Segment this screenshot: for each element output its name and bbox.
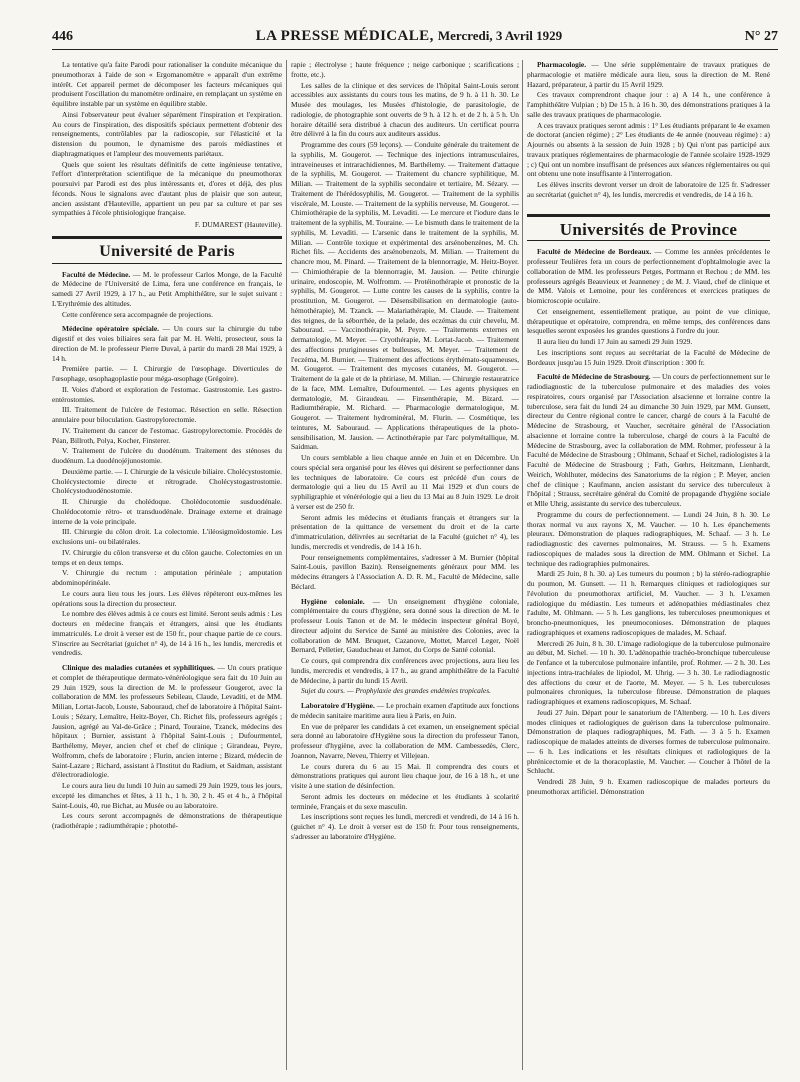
masthead [256,28,562,45]
paragraph: A ces travaux pratiques seront admis : 1° Les étudiants préparant le 4e examen de doctorat (ancien régime) ; 2° Les étudiants de 4e année (nouveau régime) : a) Ajournés ou absents à la session de Juin 1928 ; b) Qui n'ont pas participé aux travaux pratiques réglementaires de pharmacologie de l'année scolaire 1928-1929 ; c) Qui ont un nombre insuffisant de présences aux séances réglementaires ou qui ont obtenu une note insuffisante à l'interrogation. [527,120,770,179]
paragraph: Ce cours, qui comprendra dix conférences avec projections, aura lieu les lundis, mercredis et vendredis, à 17 h., au grand amphithéâtre de la Faculté de Médecine, à partir du lundi 15 Avril. [291,656,519,685]
list-item: II. Voies d'abord et exploration de l'estomac. Gastrostomie. Les gastro-entérostomies. [52,384,282,404]
paragraph: Les élèves inscrits devront verser un droit de laboratoire de 125 fr. S'adresser au secrétariat (guichet n° 4), les lundis, mercredis et vendredis, de 14 à 16 h. [527,180,770,199]
paragraph: Les cours seront accompagnés de démonstrations de thérapeutique (radiothérapie ; radiumthérapie ; photothé- [52,811,282,830]
paragraph: Les inscriptions sont reçues au secrétariat de la Faculté de Médecine de Bordeaux jusqu'au 15 Juin 1929. Droit d'inscription : 300 fr. [527,347,770,367]
issue-date: Mercredi, 3 Avril 1929 [437,28,563,43]
list-item: Première partie. — I. Chirurgie de l'œsophage. Diverticules de l'œsophage, œsophagoplastie pour méga-œsophage (Grégoire). [52,364,282,383]
journal-name: LA PRESSE MÉDICALE, [255,28,434,44]
paragraph: — Un cours pratique et complet de thérapeutique dermato-vénéréologique sera fait du 10 Juin au 29 Juin 1929, sous la direction de M. le professeur Gougerot, avec la collaboration de MM. les professeurs Sebileau, Claude, Levaditi, et de MM. Milian, Lortat-Jacob, Louste, Sabouraud, chef de laboratoire à l'hôpital Saint-Louis ; Sézary, Lemaître, Heitz-Boyer, Ch. Richet fils, professeurs agrégés ; Jausion, agrégé au Val-de-Grâce ; Pinard, Touraine, Tzanck, médecins des hôpitaux ; Burnier, assistant à l'hôpital Saint-Louis ; Dufourmentel, Barthélemy, Meyer, ancien chef et chef de clinique ; Girandeau, Peyre, Wolfromm, chefs de laboratoire ; Flurin, ancien interne ; Bizard, médecin de Saint-Lazare ; Richard, assistant à l'Institut du Radium, et Saidman, assistant d'électroradiologie. [52,663,282,780]
paragraph: Le cours durera du 6 au 15 Mai. Il comprendra des cours et démonstrations pratiques qui auront lieu chaque jour, de 16 à 18 h., et une visite à une station de désinfection. [291,761,519,790]
subsection-title: Faculté de Médecine. [62,269,131,279]
list-item: V. Chirurgie du rectum : amputation périnéale ; amputation abdominopérinéale. [52,568,282,587]
course-programme: Programme des cours (59 leçons). — Conduite générale du traitement de la syphilis, M. Gougerot. — Technique des injections intramusculaires, intraveineuses et intrarachidiennes, M. Barthélemy. — Traitement d'attaque de la syphilis, M. Gougerot. — Traitement du chancre syphilitique, M. Milian. — Traitement de la syphilis secondaire et tertiaire, M. Sézary. — Traitement de l'hérédosyphilis, M. Gougerot. — Traitement de la syphilis viscérale, M. Louste. — Traitement de la syphilis nerveuse, M. Gougerot. — Chimiothérapie de la syphilis, M. Levaditi. — Le mercure et l'iodure dans le traitement de la syphilis, M. Touraine. — Le bismuth dans le traitement de la syphilis, M. Levaditi. — L'arsenic dans le traitement de la syphilis, M. Milian. — Contrôle toxique et expérimental des arsénobenzènes, M. Ch. Richet fils. — Accidents des arsénobenzols, M. Milian. — Traitement du chancre mou, M. Pinard. — Traitement de la blennorragie, M. Heitz-Boyer. — Chimiothérapie de la blennorragie, M. Jausion. — Petite chirurgie urinaire, endoscopie, M. Wolfromm. — Protéinothérapie et pronostic de la syphilis, M. Gougerot. — Lutte contre les causes de la syphilis, contre la prostitution, M. Gougerot. — Désensibilisation en dermatologie (auto-hémothérapie), M. Tzanck. — Malariathérapie, M. Claude. — Traitement des teignes, de la séborrhée, de la pelade, des eczémas du cuir chevelu, M. Sabouraud. — Vaccinothérapie, M. Peyre. — Traitements externes en dermatologie, M. Meyer. — Cryothérapie, M. Lortat-Jacob. — Traitement des affections prurigineuses et bulleuses, M. Meyer. — Traitement de l'eczéma, M. Burnier. — Traitement des affections érythémato-squameuses, M. Gougerot. — Traitement des mycoses cutanées, M. Gougerot. — Traitement de la gale et de la phtiriase, M. Milian. — Chirurgie restauratrice de la face, MM. Lemaître, Dufourmentel. — Les agents physiques en dermatologie, M. Giraudeau. — Finsenthérapie, M. Bizard. — Radiumthérapie, M. Richard. — Pharmacologie dermatologique, M. Gougerot. — Traitement hydrominéral, M. Flurin. — Cosmétique, les teintures, M. Sabouraud. — Applications thérapeutiques de la photo-sensibilisation, M. Jausion. — Actinothérapie par l'arc polymétallique, M. Saidman. [291,140,519,452]
paragraph: Ainsi l'observateur peut évaluer séparément l'inspiration et l'expiration. Au cours de l'inspiration, des dispositifs spéciaux permettent d'obtenir des renseignements, contrôlables par la radioscopie, sur l'élasticité et la distension du poumon, le dynamisme des parois médiastines et diaphragmatiques et l'ampleur des mouvements pariétaux. [52,109,282,158]
list-item: Le nombre des élèves admis à ce cours est limité. Seront seuls admis : Les docteurs en médecine français et étrangers, ainsi que les étudiants immatriculés. Le droit à verser est de 150 fr., pour chaque partie de ce cours. S'inscrire au Secrétariat (guichet n° 4), de 14 à 16 h., les lundis, mercredis et vendredis. [52,609,282,658]
column-middle [291,60,519,1070]
list-item: Deuxième partie. — I. Chirurgie de la vésicule biliaire. Cholécystostomie. Cholécystectomie directe et rétrograde. Cholécystogastrostomie. Cholécystoduodénostomie. [52,466,282,496]
paragraph: Ces travaux comprendront chaque jour : a) A 14 h., une conférence à l'amphithéâtre Vulpian ; b) De 15 h. à 16 h. 30, des démonstrations pratiques à la salle des travaux pratiques de pharmacologie. [527,90,770,119]
paragraph: — Un cours sur la chirurgie du tube digestif et des voies biliaires sera fait par M. H. Welti, prosecteur, sous la direction de M. le professeur Pierre Duval, à partir du mardi 28 Mai 1929, à 14 h. [52,324,282,363]
paragraph: Le cours aura lieu du lundi 10 Juin au samedi 29 Juin 1929, tous les jours, excepté les dimanches et fêtes, à 11 h., 1 h. 30, 2 h. 45 et 4 h., à l'hôpital Saint-Louis, 40, rue Bichat, au Musée ou au laboratoire. [52,781,282,810]
paragraph: La tentative qu'a faite Parodi pour rationaliser la conduite mécanique du pneumothorax à l'aide de son « Ergomanomètre » apparaît d'un extrême intérêt. Cet appareil permet de décomposer les facteurs mécaniques qui produisent l'oscillation du manomètre ordinaire, en remplaçant un système en équilibre instable par un système en équilibre stable. [52,60,282,108]
list-item: II. Chirurgie du cholédoque. Cholédocotomie susduodénale. Cholédocotomie rétro- et transduodénale. Drainage externe et drainage interne de la voie principale. [52,497,282,526]
paragraph: Mardi 25 Juin, 8 h. 30. a) Les tumeurs du poumon ; b) la stéréo-radiographie du poumon, M. Gunsett. — 11 h. Remarques cliniques et radiologiques sur l'évolution du pneumothorax artificiel, M. Vaucher. — 3 h. L'examen radiologique du médiastin. Les tumeurs et adénopathies médiastinales chez l'adulte, M. Ohlmann. — 5 h. Les ganglions, les tuberculoses pneumoniques et broncho-pneumoniques, les pneumoconioses. Démonstration de plaques radiographiques et examens radioscopiques de malades, M. Schaaf. [527,569,770,637]
list-item: III. Chirurgie du côlon droit. La colectomie. L'iléosigmoïdostomie. Les exclusions uni- ou bilatérales. [52,527,282,546]
paragraph: Quels que soient les résultats définitifs de cette ingénieuse tentative, l'effort d'interprétation scientifique de la mécanique du pneumothorax poursuivi par Parodi est des plus intéressants et, d'ores et déjà, des plus féconds. Nous le signalons avec d'autant plus de plaisir que son auteur, ancien assistant d'Hauteville, appartient un peu par sa culture et par ses sympathies à l'école phtisiologique française. [52,159,282,218]
paragraph: Les salles de la clinique et des services de l'hôpital Saint-Louis seront accessibles aux assistants du cours tous les matins, de 9 h. à 11 h. 30. Le Musée des moulages, les Musées d'histologie, de parasitologie, de radiologie, de photographie sont ouverts de 9 h. à 12 h. et de 2 h. à 5 h. Un horaire détaillé sera distribué à chacun des auditeurs. Un certificat pourra être délivré à la fin du cours aux auditeurs assidus. [291,80,519,139]
paragraph: En vue de préparer les candidats à cet examen, un enseignement spécial sera donné au laboratoire d'Hygiène sous la direction du professeur Tanon, professeur d'hygiène, avec la collaboration de MM. Cambessedès, Clerc, Joannon, Navarre, Neveu, Thierry et Villejean. [291,721,519,760]
section-title: Universités de Province [559,219,738,239]
subsection-title: Faculté de Médecine de Bordeaux. [537,247,652,257]
paragraph: — Le prochain examen d'aptitude aux fonctions de médecin sanitaire maritime aura lieu à Paris, en Juin. [291,701,519,720]
list-item: V. Traitement de l'ulcère du duodénum. Traitement des sténoses du duodénum. La duodénojéjunostomie. [52,446,282,465]
paragraph: Cet enseignement, essentiellement pratique, au point de vue clinique, thérapeutique et opératoire, comprendra, en même temps, des conférences dans lesquelles seront exposées les grandes questions à l'ordre du jour. [527,306,770,336]
subsection-title: Médecine opératoire spéciale. [62,324,159,334]
paragraph: — Une série supplémentaire de travaux pratiques de pharmacologie et matière médicale aura lieu, sous la direction de M. René Hazard, préparateur, à partir du 15 Avril 1929. [527,60,770,89]
paragraph: Seront admis les docteurs en médecine et les étudiants à scolarité terminée, Français et du sexe masculin. [291,791,519,811]
paragraph: Les inscriptions sont reçues les lundi, mercredi et vendredi, de 14 à 16 h. (guichet n° 4). Le droit à verser est de 150 fr. Pour tous renseignements, s'adresser au laboratoire d'Hygiène. [291,812,519,841]
page-header [52,28,778,46]
paragraph: Mercredi 26 Juin, 8 h. 30. L'image radiologique de la tuberculose pulmonaire au début, M. Sichel. — 10 h. 30. L'adénopathie trachéo-bronchique tuberculeuse de l'enfance et la tuberculose pulmonaire infantile, prof. Rohmer. — 2 h. 30. Les injections intra-trachéales de lipiodol, M. Uhrig. — 3 h. 30. Le radiodiagnostic des affections du cœur et de l'aorte, M. Meyer. — 5 h. Les tuberculoses pulmonaires chroniques, la tuberculose fibreuse. Démonstration de plaques radiographiques et examens radioscopiques, M. Schaaf. [527,638,770,706]
issue-number: N° 27 [744,29,778,44]
author-signature: F. DUMAREST (Hauteville). [194,220,282,229]
list-item: III. Traitement de l'ulcère de l'estomac. Résection en selle. Résection annulaire pour biloculation. Gastropylorectomie. [52,405,282,424]
paragraph: Il aura lieu du lundi 17 Juin au samedi 29 Juin 1929. [537,337,693,346]
paragraph: Cette conférence sera accompagnée de projections. [62,309,214,319]
subsection-title: Faculté de Médecine de Strasbourg. [537,372,651,382]
paragraph: Vendredi 28 Juin, 9 h. Examen radioscopique de malades porteurs du pneumothorax artificiel. Démonstration [527,777,770,796]
paragraph: Sujet du cours. — Prophylaxie des grandes endémies tropicales. [301,686,491,696]
paragraph: Pour renseignements complémentaires, s'adresser à M. Burnier (hôpital Saint-Louis, pavillon Bazin). Renseignements généraux pour MM. les médecins étrangers à l'Association A. D. R. M., Faculté de Médecine, salle Béclard. [291,552,519,591]
paragraph: Seront admis les médecins et étudiants français et étrangers sur la présentation de la quittance de versement du droit et de la carte d'immatriculation, délivrées au secrétariat de la Faculté (guichet n° 4), les lundis, mercredis et vendredis, de 14 à 16 h. [291,512,519,551]
column-divider [522,60,523,1070]
column-divider [286,60,287,1070]
section-title: Université de Paris [99,242,235,260]
section-rule [52,263,282,264]
paragraph: rapie ; électrolyse ; haute fréquence ; neige carbonique ; scarifications ; frotte, etc.). [291,60,519,79]
paragraph: — M. le professeur Carlos Monge, de la Faculté de Médecine de l'Université de Lima, fera une conférence en français, le samedi 27 Avril 1929, à 17 h., au Petit Amphithéâtre, sur le sujet suivant : L'Erythrémie des altitudes. [52,269,282,308]
section-rule [527,240,770,241]
column-right [527,60,770,1070]
list-item: IV. Chirurgie du côlon transverse et du côlon gauche. Colectomies en un temps et en deux temps. [52,547,282,567]
section-rule [52,236,282,239]
subsection-title: Pharmacologie. [537,60,587,69]
paragraph: Un cours semblable a lieu chaque année en Juin et en Décembre. Un cours spécial sera organisé pour les élèves qui désirent se perfectionner dans les techniques de laboratoire. Ce cours est précédé d'un cours de dermatologie qui a lieu du 15 Avril au 11 Mai 1929 et d'un cours de syphiligraphie et vénéréologie qui a lieu du 13 Mai au 8 Juin 1929. Le droit à verser est de 250 fr. [291,453,519,511]
paragraph: — Un cours de perfectionnement sur le radiodiagnostic de la tuberculose pulmonaire et des maladies des voies respiratoires, cours organisé par l'Association alsacienne et lorraine contre la tuberculose, sera fait du lundi 24 au dimanche 30 Juin 1929, par MM. Gunsett, directeur du Centre régional contre le cancer, chargé de cours à la Faculté de Médecine de Strasbourg, et Vaucher, secrétaire général de l'Association alsacienne et lorraine contre la tuberculose, chargé de cours à la Faculté de Médecine de Strasbourg, avec la collaboration de MM. Rohmer, professeur à la Faculté de Médecine de Strasbourg ; Ohlmann, Schaaf et Sichel, radiologistes à la Faculté de Médecine de Strasbourg ; Fath, Gœhrs, Heitzmann, Lienhardt, Weirich, Wohlhuter, médecins des Sanatoriums de la région ; P. Meyer, ancien chef de clinique ; Kaufmann, ancien assistant du service des tuberculeux à l'hôpital ; Strauss, secrétaire général du Comité de propagande d'hygiène sociale et Mlle Uhrig, assistante du service des tuberculeux. [527,372,770,508]
header-rule [52,49,778,50]
column-left [52,60,282,1070]
paragraph: — Comme les années précédentes le professeur Teulières fera un cours de perfectionnement d'ophtalmologie avec la collaboration de MM. les professeurs Petges, Portmann et Rechou ; de MM. les professeurs agrégés Beauvieux et Jeanneney ; de M. J. Viaud, chef de clinique et de MM. Valois et Lemoine, pour les conférences et exercices pratiques de biomicroscopie oculaire. [527,247,770,305]
subsection-title: Hygiène coloniale. [301,596,365,606]
paragraph: Jeudi 27 Juin. Départ pour le sanatorium de l'Altenberg. — 10 h. Les divers modes cliniques et radiologiques de guérison dans la tuberculose pulmonaire. Démonstration de plaques radiographiques, M. Fath. — 3 à 5 h. Examen radioscopique de malades atteints de diverses formes de tuberculose pulmonaire. — 6 h. Les indications et les résultats cliniques et radiologiques de la phrénicectomie et de la thoracoplastie, M. Vaucher. — Coucher à l'hôtel de la Schlucht. [527,707,770,776]
paragraph: — Un enseignement d'hygiène coloniale, complémentaire du cours d'hygiène, sera donné sous la direction de M. le professeur Louis Tanon et de M. le médecin inspecteur général Boyé, directeur adjoint du Service de Santé au ministère des Colonies, avec la collaboration de MM. Bruquet, Cazanove, Mottet, Marcel Leger, Noël Bernard, Pelletier, Gauducheau et Jamot, du Corps de Santé colonial. [291,596,519,655]
subsection-title: Clinique des maladies cutanées et syphilitiques. [62,663,215,672]
page-number: 446 [52,29,73,44]
subsection-title: Laboratoire d'Hygiène. [301,701,375,710]
section-rule [527,214,770,217]
paragraph: Programme du cours de perfectionnement. — Lundi 24 Juin, 8 h. 30. Le thorax normal vu aux rayons X, M. Vaucher. — 10 h. Les épanchements pleuraux. Démonstration de plaques radiographiques, M. Schaaf. — 3 h. Le radiodiagnostic des cavernes pulmonaires, M. Strauss. — 5 h. Examens radioscopiques de malades sous la direction de MM. Ohlmann et Sichel. La technique des radiographies pulmonaires. [527,509,770,568]
list-item: IV. Traitement du cancer de l'estomac. Gastropylorectomie. Procédés de Péan, Billroth, Polya, Kocher, Finsterer. [52,425,282,445]
list-item: Le cours aura lieu tous les jours. Les élèves répéteront eux-mêmes les opérations sous la direction du prosecteur. [52,588,282,608]
